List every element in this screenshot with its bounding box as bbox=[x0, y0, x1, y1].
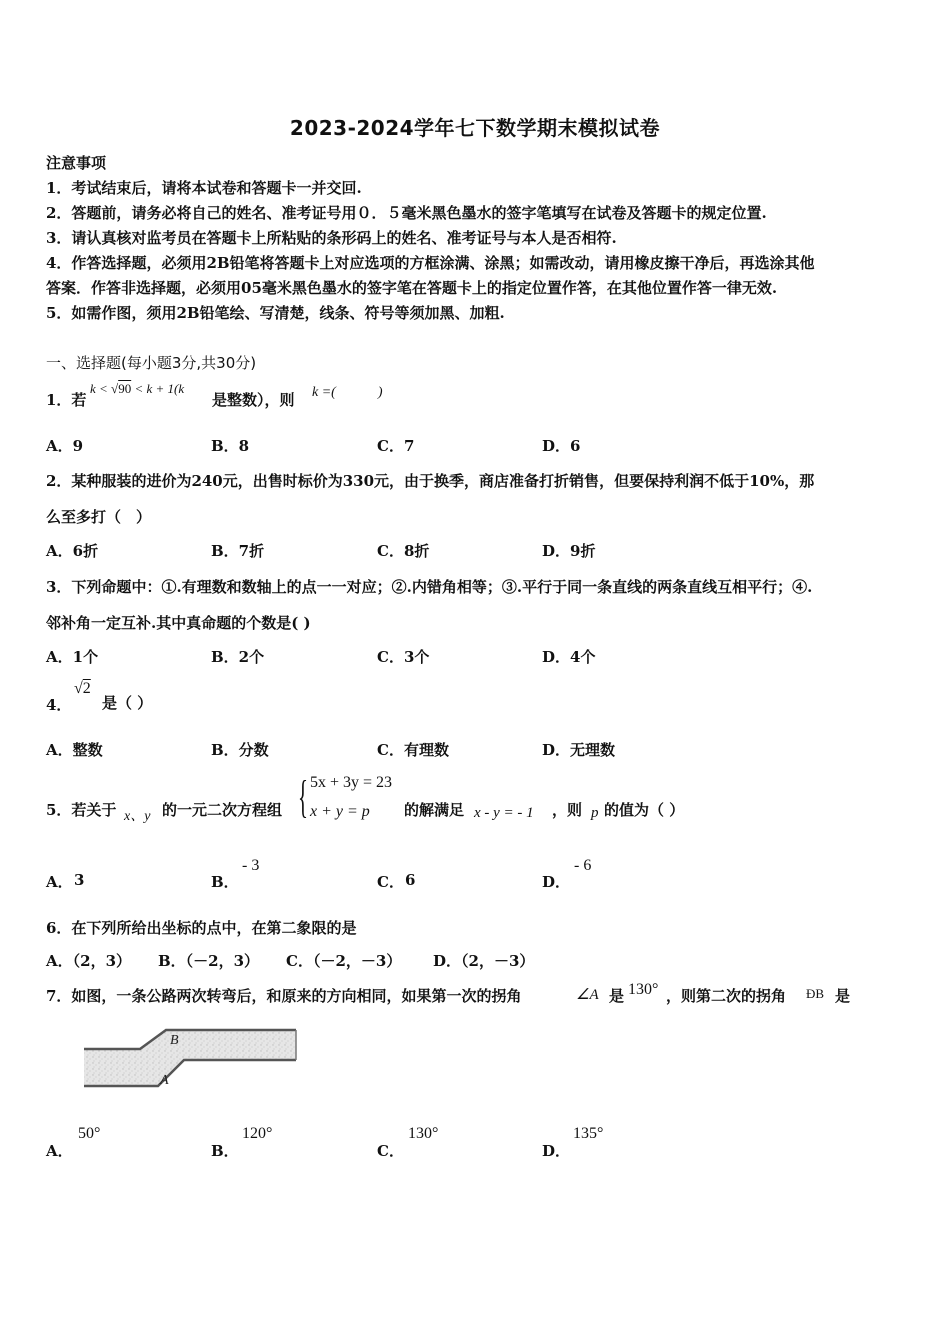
q5-option-a-letter: A． bbox=[46, 873, 73, 891]
q3-option-c: C．3个 bbox=[377, 648, 430, 666]
q4-option-a: A．整数 bbox=[46, 741, 103, 759]
q2-option-d: D．9折 bbox=[542, 542, 596, 560]
notice-item: 5．如需作图，须用2B铅笔绘、写清楚，线条、符号等须加黑、加粗. bbox=[46, 304, 505, 322]
page-title: 2023-2024学年七下数学期末模拟试卷 bbox=[289, 116, 661, 140]
q6-line: 6．在下列所给出坐标的点中，在第二象限的是 bbox=[46, 919, 357, 937]
q4-option-c: C．有理数 bbox=[377, 741, 449, 759]
q5-option-c-value: 6 bbox=[405, 871, 416, 889]
notice-item: 2．答题前，请务必将自己的姓名、准考证号用０．５毫米黑色墨水的签字笔填写在试卷及答题卡的规定位置. bbox=[46, 204, 767, 222]
q1-mid: 是整数），则 bbox=[212, 391, 295, 409]
q1-option-d: D．6 bbox=[542, 437, 581, 455]
q5-cond-text: 的解满足 bbox=[404, 801, 465, 819]
q7-option-b-letter: B． bbox=[211, 1142, 239, 1160]
notice-item: 4．作答选择题，必须用2B铅笔将答题卡上对应选项的方框涂满、涂黑；如需改动，请用橡皮擦干净后，再选涂其他 bbox=[46, 254, 815, 272]
q7-option-c-letter: C． bbox=[377, 1142, 404, 1160]
q5-option-d-value: - 6 bbox=[574, 857, 592, 874]
q4-sqrt: √2 bbox=[74, 680, 91, 697]
q7-is: 是 bbox=[609, 987, 625, 1005]
q5-var-p: p bbox=[591, 805, 599, 821]
q3-line2: 邻补角一定互补.其中真命题的个数是( ) bbox=[46, 614, 311, 632]
q5-option-b-value: - 3 bbox=[242, 857, 260, 874]
q5-option-d-letter: D． bbox=[542, 873, 571, 891]
notice-item: 答案．作答非选择题，必须用05毫米黑色墨水的签字笔在答题卡上的指定位置作答，在其他位置作答一律无效. bbox=[46, 279, 778, 297]
notice-heading: 注意事项 bbox=[46, 154, 107, 172]
q5-eq2: x + y = p bbox=[310, 803, 370, 820]
road-surface bbox=[84, 1030, 296, 1086]
q7-option-d-letter: D． bbox=[542, 1142, 571, 1160]
q7-mid: ，则第二次的拐角 bbox=[666, 987, 787, 1005]
q4-text: 是（ ） bbox=[102, 694, 153, 712]
q4-radicand: 2 bbox=[82, 680, 91, 697]
q5-prefix: 5．若关于 bbox=[46, 801, 117, 819]
q5-cond-math: x - y = - 1 bbox=[474, 805, 534, 821]
q5-end: 的值为（ ） bbox=[604, 801, 685, 819]
q1-radicand: 90 bbox=[118, 381, 132, 396]
q1-condition: k < √90 < k + 1(k bbox=[90, 381, 185, 396]
q5-option-c-letter: C． bbox=[377, 873, 404, 891]
q5-eq1: 5x + 3y = 23 bbox=[310, 774, 393, 791]
q7-angle-a: ∠A bbox=[576, 987, 599, 1003]
q5-option-b-letter: B． bbox=[211, 873, 239, 891]
q5-vars: x、y bbox=[124, 809, 151, 824]
q7-option-c-value: 130° bbox=[408, 1125, 439, 1142]
q7-option-a-value: 50° bbox=[78, 1125, 101, 1142]
q2-option-b: B．7折 bbox=[211, 542, 265, 560]
q6-option-c: C．（－2，－3） bbox=[286, 952, 402, 970]
q3-line1: 3．下列命题中：①.有理数和数轴上的点一一对应；②.内错角相等；③.平行于同一条直线的两条直线互相平行；④. bbox=[46, 578, 813, 596]
q2-option-c: C．8折 bbox=[377, 542, 430, 560]
notice-item: 3．请认真核对监考员在答题卡上所粘贴的条形码上的姓名、准考证号与本人是否相符. bbox=[46, 229, 617, 247]
q5-mid: 的一元二次方程组 bbox=[162, 801, 283, 819]
q1-prefix: 1．若 bbox=[46, 391, 87, 409]
q5-option-a-value: 3 bbox=[74, 871, 85, 889]
q7-end: 是 bbox=[835, 987, 851, 1005]
q7-prefix: 7．如图，一条公路两次转弯后，和原来的方向相同，如果第一次的拐角 bbox=[46, 987, 522, 1005]
q2-option-a: A．6折 bbox=[46, 542, 99, 560]
q5-comma: ，则 bbox=[552, 801, 583, 819]
section-heading: 一、选择题(每小题3分,共30分) bbox=[46, 354, 257, 372]
label-b: B bbox=[170, 1033, 179, 1048]
notice-item: 1．考试结束后，请将本试卷和答题卡一并交回. bbox=[46, 179, 362, 197]
road-figure bbox=[80, 1026, 300, 1092]
q4-option-d: D．无理数 bbox=[542, 741, 616, 759]
q6-option-d: D．（2，－3） bbox=[433, 952, 535, 970]
q4-number: 4． bbox=[46, 696, 72, 714]
q2-line1: 2．某种服装的进价为240元，出售时标价为330元，由于换季，商店准备打折销售，但要保持利润不低于10%，那 bbox=[46, 472, 815, 490]
label-a: A bbox=[160, 1073, 169, 1088]
q6-option-b: B．（－2，3） bbox=[158, 952, 260, 970]
q1-option-c: C．7 bbox=[377, 437, 415, 455]
q1-option-a: A．9 bbox=[46, 437, 84, 455]
q3-option-b: B．2个 bbox=[211, 648, 265, 666]
q1-option-b: B．8 bbox=[211, 437, 250, 455]
q2-line2: 么至多打（ ） bbox=[46, 508, 152, 526]
q6-option-a: A．（2，3） bbox=[46, 952, 132, 970]
q7-option-a-letter: A． bbox=[46, 1142, 73, 1160]
q7-option-b-value: 120° bbox=[242, 1125, 273, 1142]
q7-angle-value: 130° bbox=[628, 981, 659, 998]
q7-option-d-value: 135° bbox=[573, 1125, 604, 1142]
q3-option-d: D．4个 bbox=[542, 648, 596, 666]
q3-option-a: A．1个 bbox=[46, 648, 99, 666]
q1-ask: k =( ) bbox=[312, 385, 383, 400]
q7-angle-b: ÐB bbox=[806, 986, 825, 1001]
q4-option-b: B．分数 bbox=[211, 741, 269, 759]
q5-brace: { bbox=[298, 771, 308, 822]
